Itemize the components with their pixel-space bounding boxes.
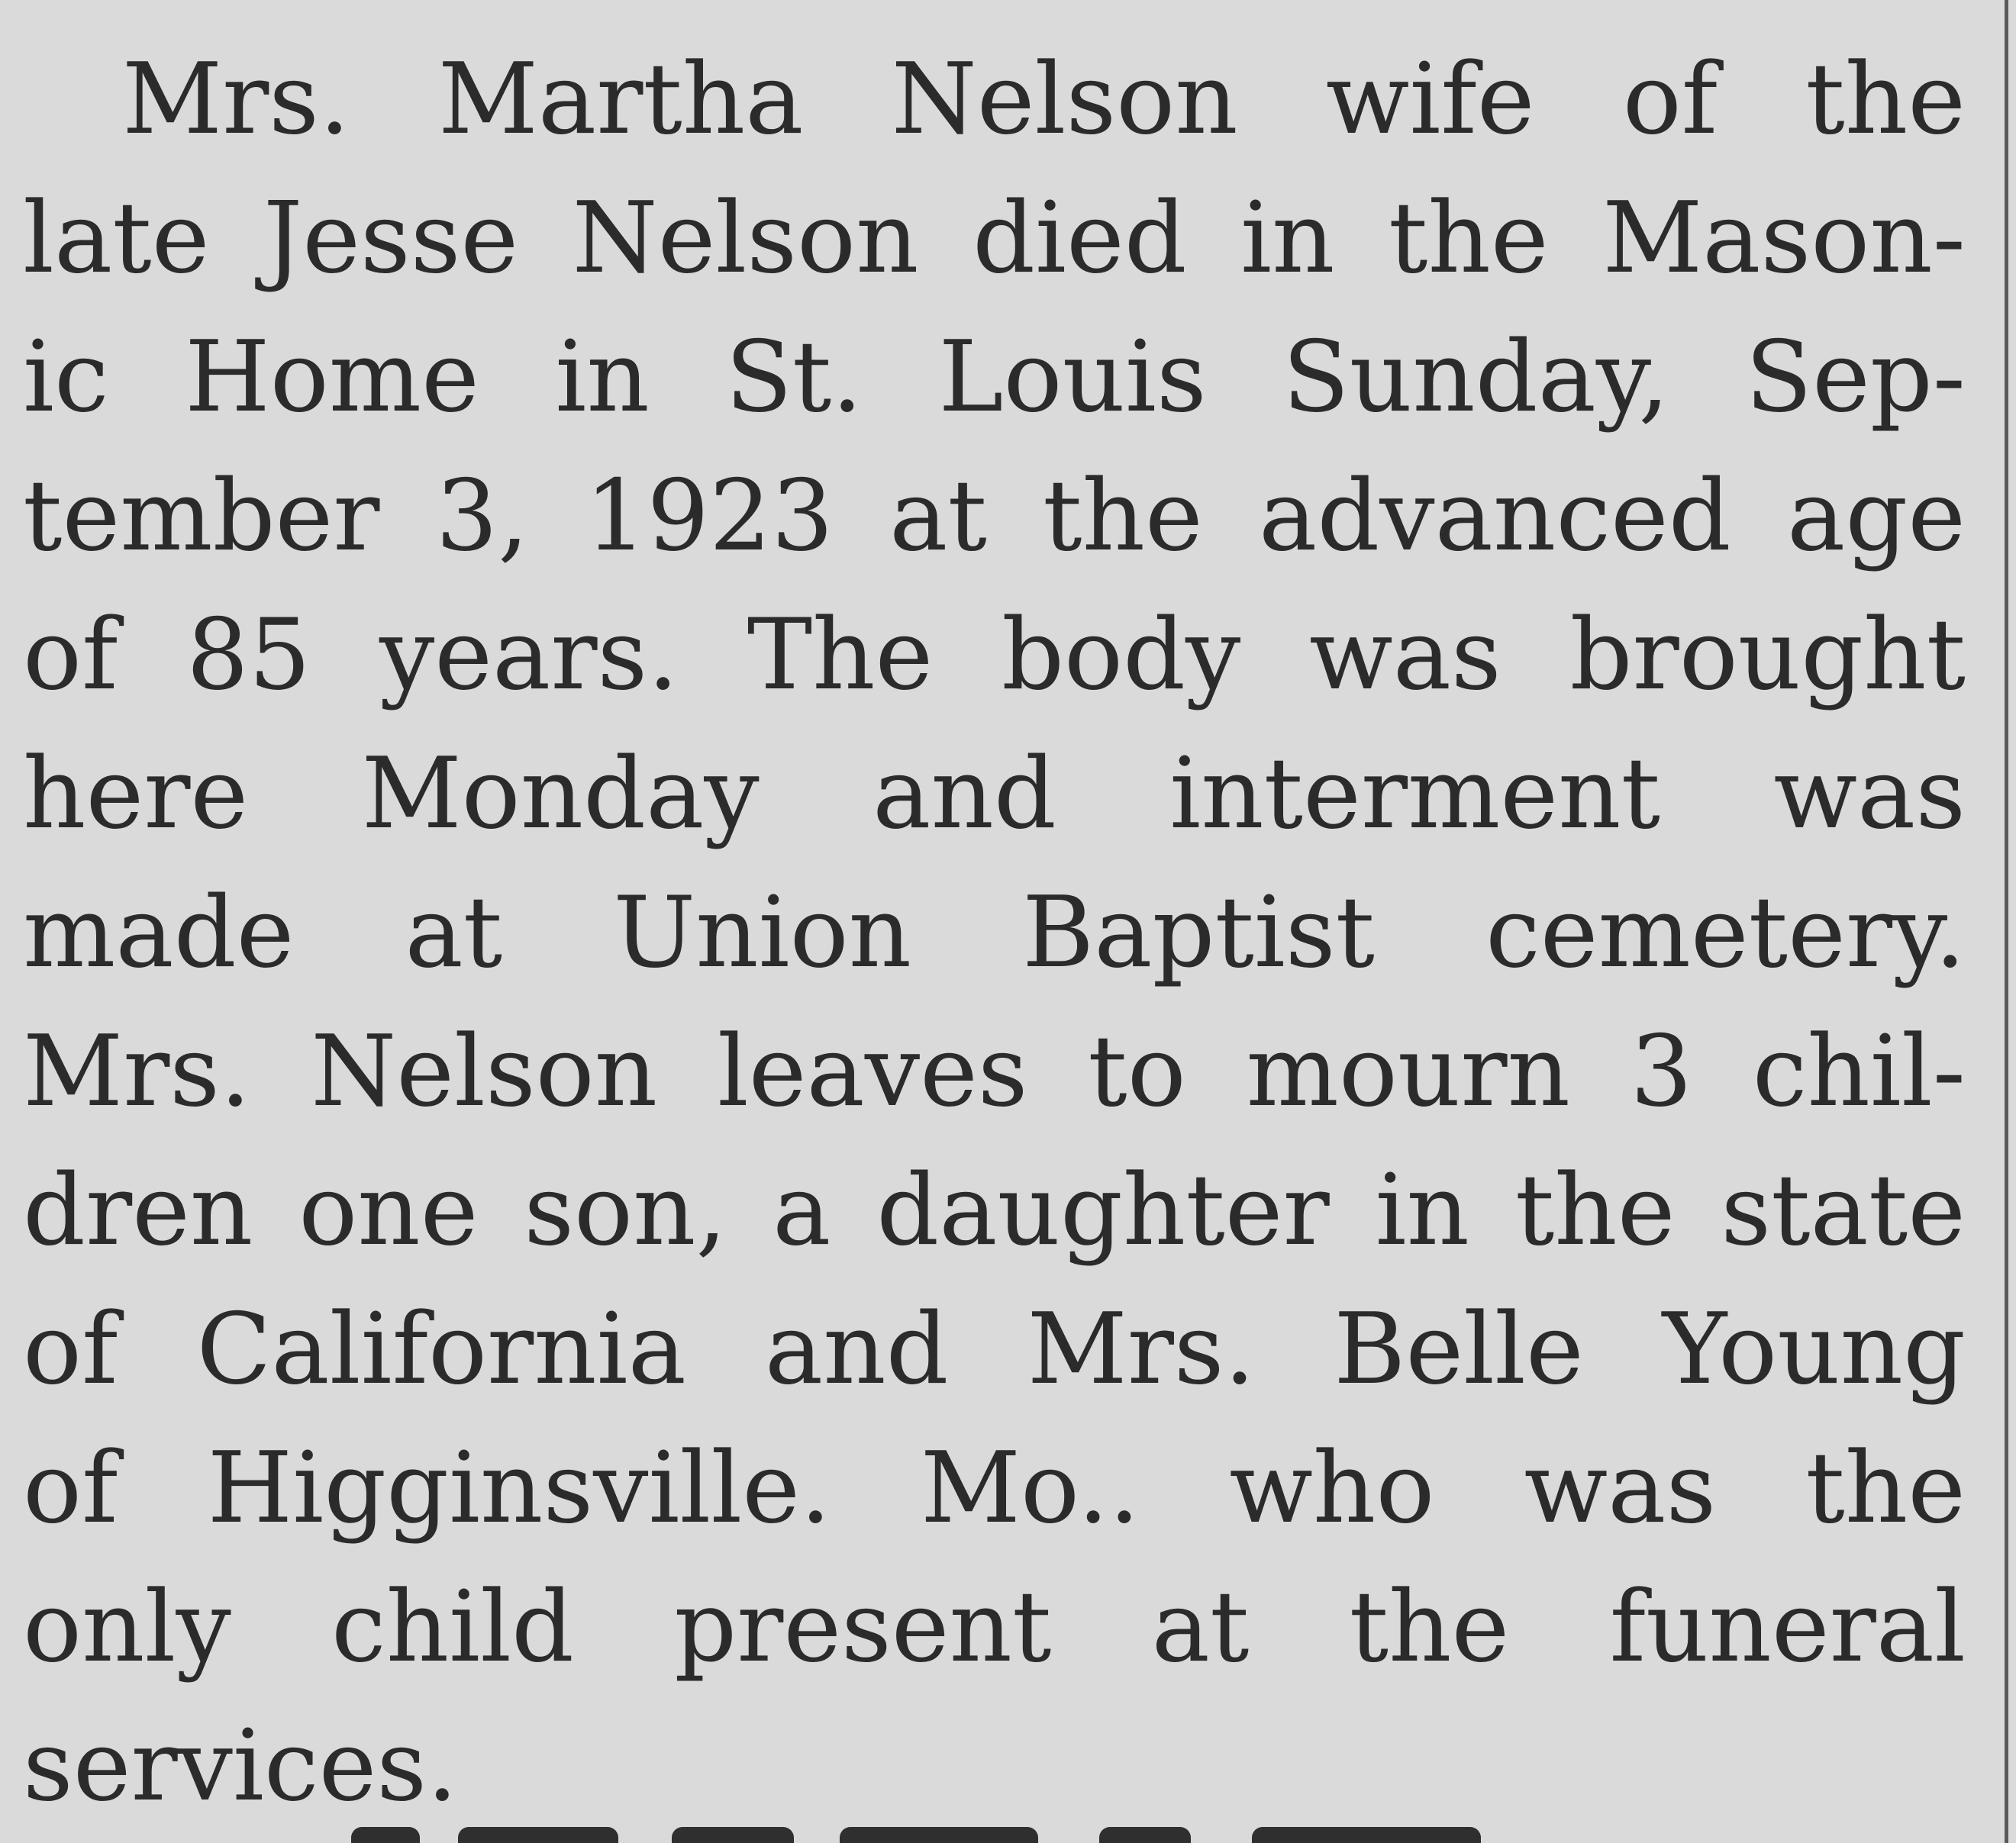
article-line: dren one son, a daughter in the state <box>23 1154 1966 1268</box>
article-line: of Higginsville. Mo.. who was the <box>23 1432 1966 1545</box>
article-line: only child present at the funeral <box>23 1571 1966 1684</box>
article-line: tember 3, 1923 at the advanced age <box>23 459 1966 573</box>
article-line: ic Home in St. Louis Sunday, Sep- <box>23 321 1966 434</box>
article-line: of 85 years. The body was brought <box>23 598 1966 712</box>
article-line: here Monday and interment was <box>23 737 1966 851</box>
article-line: Mrs. Martha Nelson wife of the <box>122 43 1966 156</box>
column-rule <box>2005 0 2008 1843</box>
cropped-next-line <box>351 1822 1649 1843</box>
article-line: of California and Mrs. Belle Young <box>23 1293 1966 1406</box>
article-line: services. <box>23 1709 458 1823</box>
article-line: made at Union Baptist cemetery. <box>23 876 1966 990</box>
article-line: late Jesse Nelson died in the Mason- <box>23 182 1966 295</box>
obituary-article <box>23 31 1966 1836</box>
article-line: Mrs. Nelson leaves to mourn 3 chil- <box>23 1015 1966 1129</box>
